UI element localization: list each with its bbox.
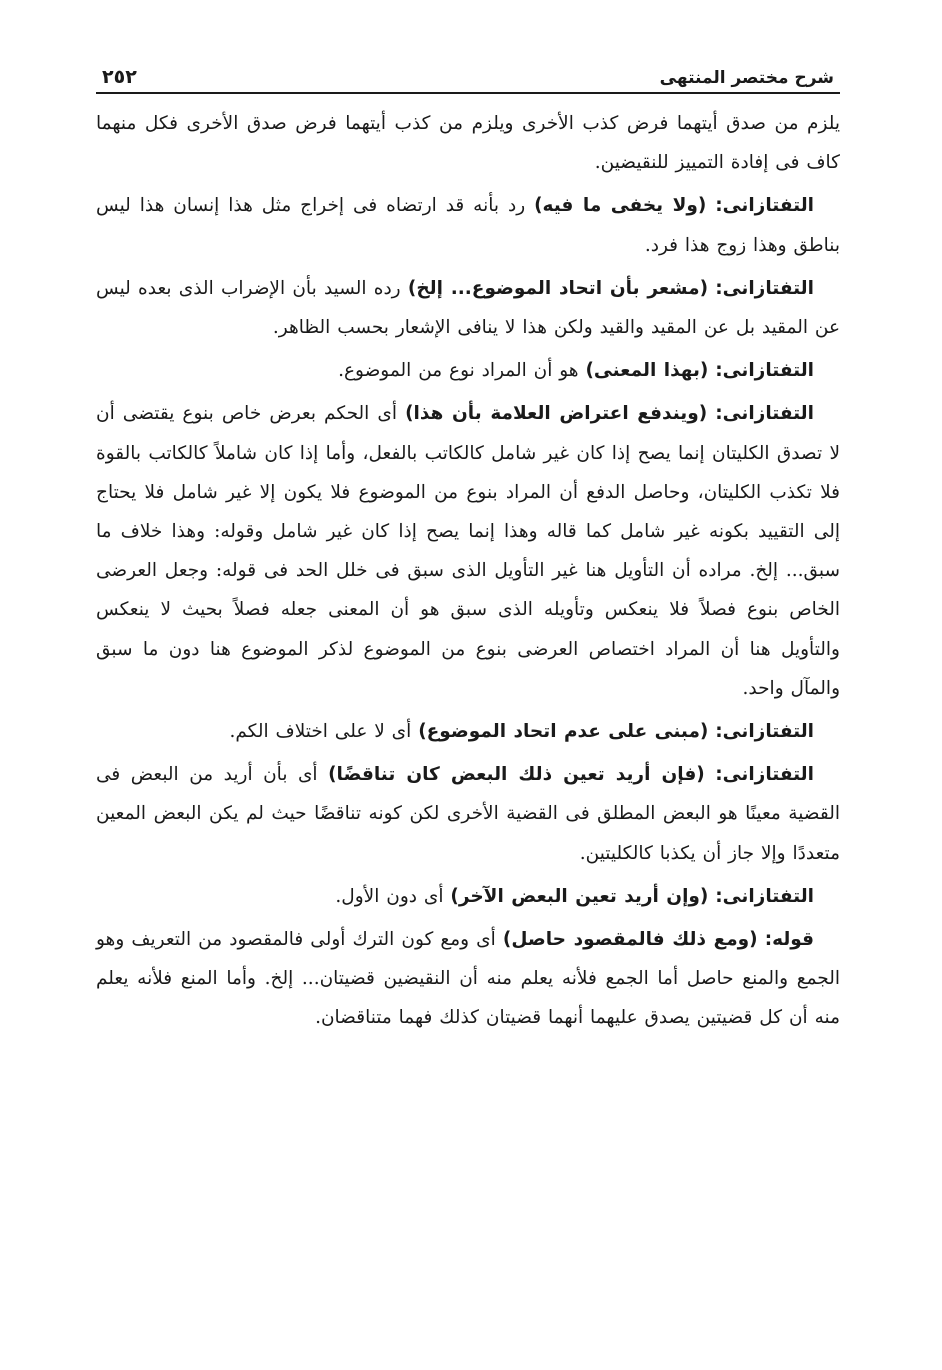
paragraph bbox=[96, 394, 840, 708]
commentator-label: التفتازانى: bbox=[715, 764, 814, 786]
quoted-phrase: (مبنى على عدم اتحاد الموضوع) bbox=[418, 721, 709, 743]
paragraph-text: هو أن المراد نوع من الموضوع. bbox=[338, 360, 579, 382]
quoted-phrase: (ومع ذلك فالمقصود حاصل) bbox=[502, 929, 758, 951]
quoted-phrase: (ولا يخفى ما فيه) bbox=[534, 195, 707, 217]
paragraph bbox=[96, 269, 840, 347]
paragraph bbox=[96, 712, 840, 751]
paragraph-text: أى الحكم بعرض خاص بنوع يقتضى أن لا تصدق الكليتان إنما يصح إذا كان غير شامل كالكاتب بالفعل، وأما إذا كان شاملاً كالكاتب بالقوة فلا تكذب الكليتان، وحاصل الدفع أن المراد بنوع من الموضوع فلا يكون إلا غير شامل فلا يحتاج إلى التقييد بكونه غير شامل كما قاله وهذا إنما يصح إذا كان غير شامل وقوله: وهذا خلاف ما سبق... إلخ. مراده أن التأويل هنا غير التأويل الذى سبق فى خلل الحد فى قوله: وجعل العرضى الخاص بنوع فصلاً فلا ينعكس وتأويله الذى سبق هو أن المعنى جعله فصلاً بحيث لا ينعكس والتأويل هنا أن المراد اختصاص العرضى بنوع من الموضوع لذكر الموضوع هنا دون ما سبق والمآل واحد. bbox=[96, 403, 840, 699]
page-number: ٢٥٢ bbox=[102, 66, 137, 88]
commentator-label: التفتازانى: bbox=[715, 360, 814, 382]
paragraph bbox=[96, 104, 840, 182]
paragraph-text: رد بأنه قد ارتضاه فى إخراج مثل هذا إنسان هذا ليس بناطق وهذا زوج هذا فرد. bbox=[96, 195, 840, 256]
commentator-label: قوله: bbox=[764, 929, 814, 951]
paragraph-text: رده السيد بأن الإضراب الذى بعده ليس عن المقيد بل عن المقيد والقيد ولكن هذا لا ينافى الإشعار بحسب الظاهر. bbox=[96, 277, 840, 339]
commentator-label: التفتازانى: bbox=[715, 277, 814, 299]
paragraph bbox=[96, 755, 840, 873]
quoted-phrase: (فإن أريد تعين ذلك البعض كان تناقضًا) bbox=[328, 764, 705, 786]
quoted-phrase: (بهذا المعنى) bbox=[585, 360, 709, 382]
running-head bbox=[96, 58, 840, 94]
commentator-label: التفتازانى: bbox=[715, 721, 814, 743]
paragraph-text: أى دون الأول. bbox=[335, 885, 444, 907]
paragraph bbox=[96, 351, 840, 390]
paragraph-text: أى بأن أريد من البعض فى القضية معينًا هو البعض المطلق فى القضية الأخرى لكن كونه تناقضًا حيث لم يكن البعض المعين متعددًا وإلا جاز أن يكذبا كالكليتين. bbox=[96, 764, 840, 864]
body-text bbox=[96, 94, 840, 1038]
book-title: شرح مختصر المنتهى bbox=[659, 68, 834, 88]
commentator-label: التفتازانى: bbox=[715, 403, 814, 425]
quoted-phrase: (ويندفع اعتراض العلامة بأن هذا) bbox=[405, 403, 708, 425]
paragraph bbox=[96, 920, 840, 1038]
paragraph-text: أى لا على اختلاف الكم. bbox=[229, 721, 412, 743]
paragraph-text: أى ومع كون الترك أولى فالمقصود من التعريف وهو الجمع والمنع حاصل أما الجمع فلأنه يعلم منه أن النقيضين قضيتان... إلخ. وأما المنع فلأنه يعلم منه أن كل قضيتين يصدق عليهما أنهما قضيتان كذلك فهما متناقضان. bbox=[96, 929, 840, 1029]
paragraph bbox=[96, 186, 840, 264]
quoted-phrase: (مشعر بأن اتحاد الموضوع... إلخ) bbox=[407, 277, 709, 299]
commentator-label: التفتازانى: bbox=[715, 195, 814, 217]
commentator-label: التفتازانى: bbox=[715, 885, 814, 907]
book-page bbox=[96, 58, 840, 1042]
paragraph bbox=[96, 877, 840, 916]
quoted-phrase: (وإن أريد تعين البعض الآخر) bbox=[450, 885, 709, 907]
paragraph-text: يلزم من صدق أيتهما فرض كذب الأخرى ويلزم من كذب أيتهما فرض صدق الأخرى فكل منهما كاف فى إفادة التمييز للنقيضين. bbox=[96, 113, 840, 174]
